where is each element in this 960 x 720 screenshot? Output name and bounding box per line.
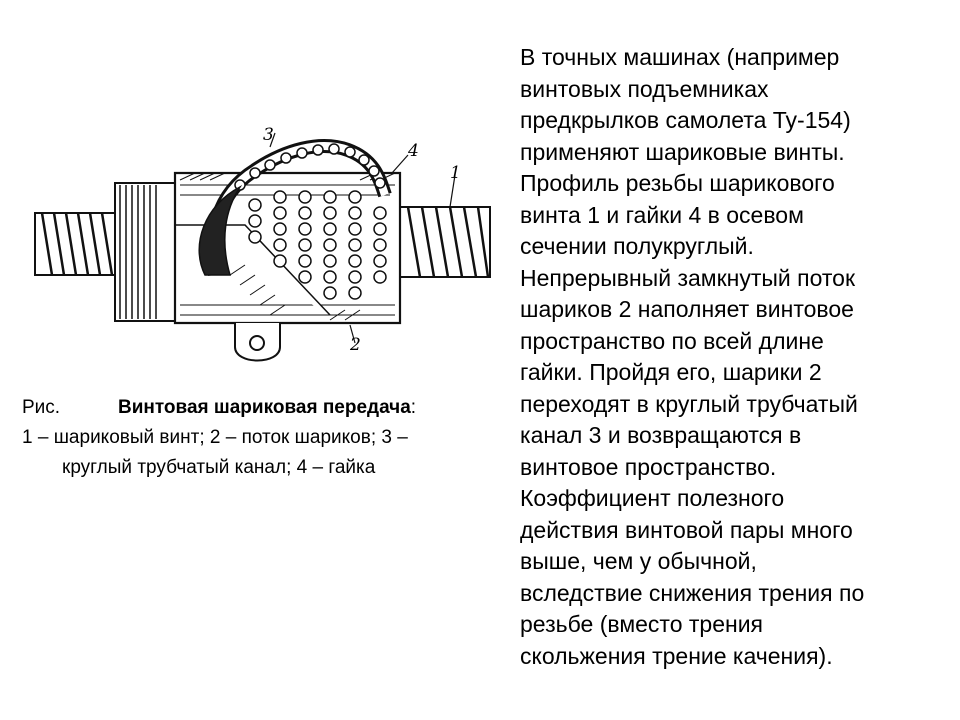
body-line: винтовых подъемниках bbox=[520, 75, 769, 102]
body-line: скольжения трение качения). bbox=[520, 642, 833, 669]
body-line: Непрерывный замкнутый поток bbox=[520, 264, 856, 291]
body-line: Профиль резьбы шарикового bbox=[520, 170, 835, 196]
body-line: винта 1 и гайки 4 в осевом bbox=[520, 201, 804, 228]
label-4: 4 bbox=[408, 141, 419, 161]
body-line: выше, чем у обычной, bbox=[520, 548, 757, 574]
label-3: 3 bbox=[263, 125, 274, 145]
body-line: применяют шариковые винты. bbox=[520, 138, 845, 165]
body-paragraph bbox=[520, 42, 940, 672]
body-line: предкрылков самолета Ту-154) bbox=[520, 107, 851, 133]
body-line: вследствие снижения трения по bbox=[520, 579, 865, 606]
body-line: канал 3 и возвращаются в bbox=[520, 422, 802, 448]
caption-title: Винтовая шариковая передача bbox=[118, 397, 411, 418]
body-line: шариков 2 наполняет винтовое bbox=[520, 296, 854, 322]
caption-prefix: Рис. bbox=[22, 397, 61, 418]
ball-screw-drawing bbox=[30, 125, 500, 375]
body-line: Коэффициент полезного bbox=[520, 485, 785, 511]
caption-heading bbox=[22, 393, 522, 423]
end-collar bbox=[115, 183, 175, 321]
label-1: 1 bbox=[450, 163, 461, 183]
caption-legend-line1: 1 – шариковый винт; 2 – поток шариков; 3 – bbox=[22, 427, 408, 448]
body-line: В точных машинах (например bbox=[520, 44, 840, 70]
label-2: 2 bbox=[350, 335, 361, 355]
body-line: резьбе (вместо трения bbox=[520, 611, 764, 637]
mounting-lug bbox=[235, 323, 280, 361]
body-line: переходят в круглый трубчатый bbox=[520, 390, 858, 417]
body-line: гайки. Пройдя его, шарики 2 bbox=[520, 359, 822, 385]
figure-caption bbox=[22, 393, 522, 483]
body-line: действия винтовой пары много bbox=[520, 516, 853, 543]
body-line: сечении полукруглый. bbox=[520, 233, 754, 259]
caption-legend-line2: круглый трубчатый канал; 4 – гайка bbox=[62, 457, 376, 478]
ball-screw-figure bbox=[30, 125, 500, 375]
caption-title-suffix: : bbox=[410, 397, 417, 418]
body-line: винтовое пространство. bbox=[520, 453, 777, 480]
body-line: пространство по всей длине bbox=[520, 327, 824, 354]
